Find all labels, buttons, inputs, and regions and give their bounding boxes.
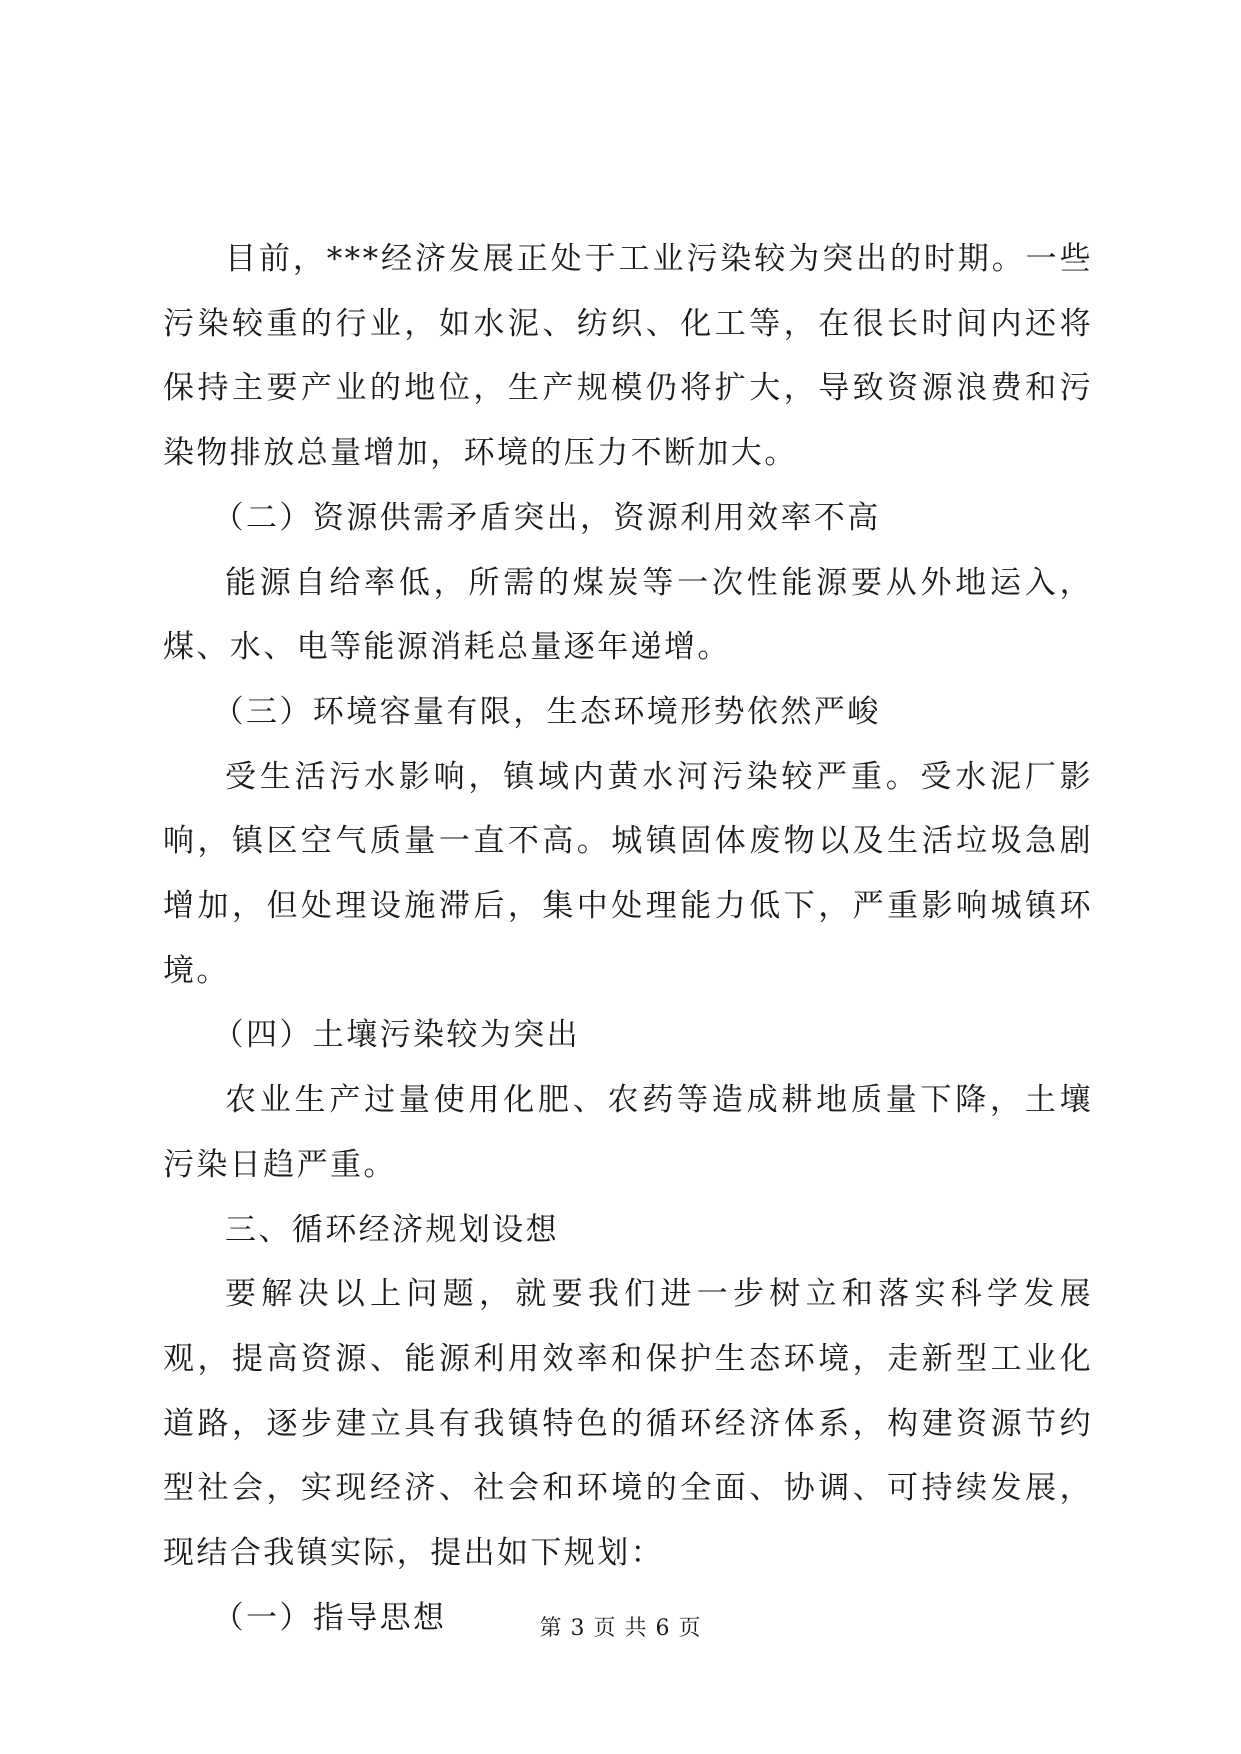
paragraph-plan-intro: 要解决以上问题，就要我们进一步树立和落实科学发展观，提高资源、能源利用效率和保护生态环境，走新型工业化道路，逐步建立具有我镇特色的循环经济体系，构建资源节约型社会，实现经济、社会和环境的全面、协调、可持续发展，现结合我镇实际，提出如下规划： [163, 1276, 1093, 1572]
page-number-footer: 第 3 页 共 6 页 [539, 1616, 702, 1641]
section-heading-environment-capacity: （三）环境容量有限，生态环境形势依然严峻 [212, 693, 881, 730]
section-heading-guiding-ideology: （一）指导思想 [212, 1599, 447, 1636]
document-body [163, 227, 1093, 1650]
paragraph-agriculture: 农业生产过量使用化肥、农药等造成耕地质量下降，土壤污染日趋严重。 [163, 1082, 1093, 1183]
paragraph-water-air-pollution: 受生活污水影响，镇域内黄水河污染较严重。受水泥厂影响，镇区空气质量一直不高。城镇固体废物以及生活垃圾急剧增加，但处理设施滞后，集中处理能力低下，严重影响城镇环境。 [163, 758, 1093, 989]
section-heading-resource-supply: （二）资源供需矛盾突出，资源利用效率不高 [212, 499, 881, 536]
section-heading-soil-pollution: （四）土壤污染较为突出 [212, 1017, 580, 1054]
section-heading-circular-economy-plan: 三、循环经济规划设想 [225, 1211, 559, 1248]
paragraph-industrial-pollution: 目前，***经济发展正处于工业污染较为突出的时期。一些污染较重的行业，如水泥、纺织、化工等，在很长时间内还将保持主要产业的地位，生产规模仍将扩大，导致资源浪费和污染物排放总量增加，环境的压力不断加大。 [163, 241, 1093, 472]
paragraph-energy-supply: 能源自给率低，所需的煤炭等一次性能源要从外地运入，煤、水、电等能源消耗总量逐年递增。 [163, 564, 1093, 666]
